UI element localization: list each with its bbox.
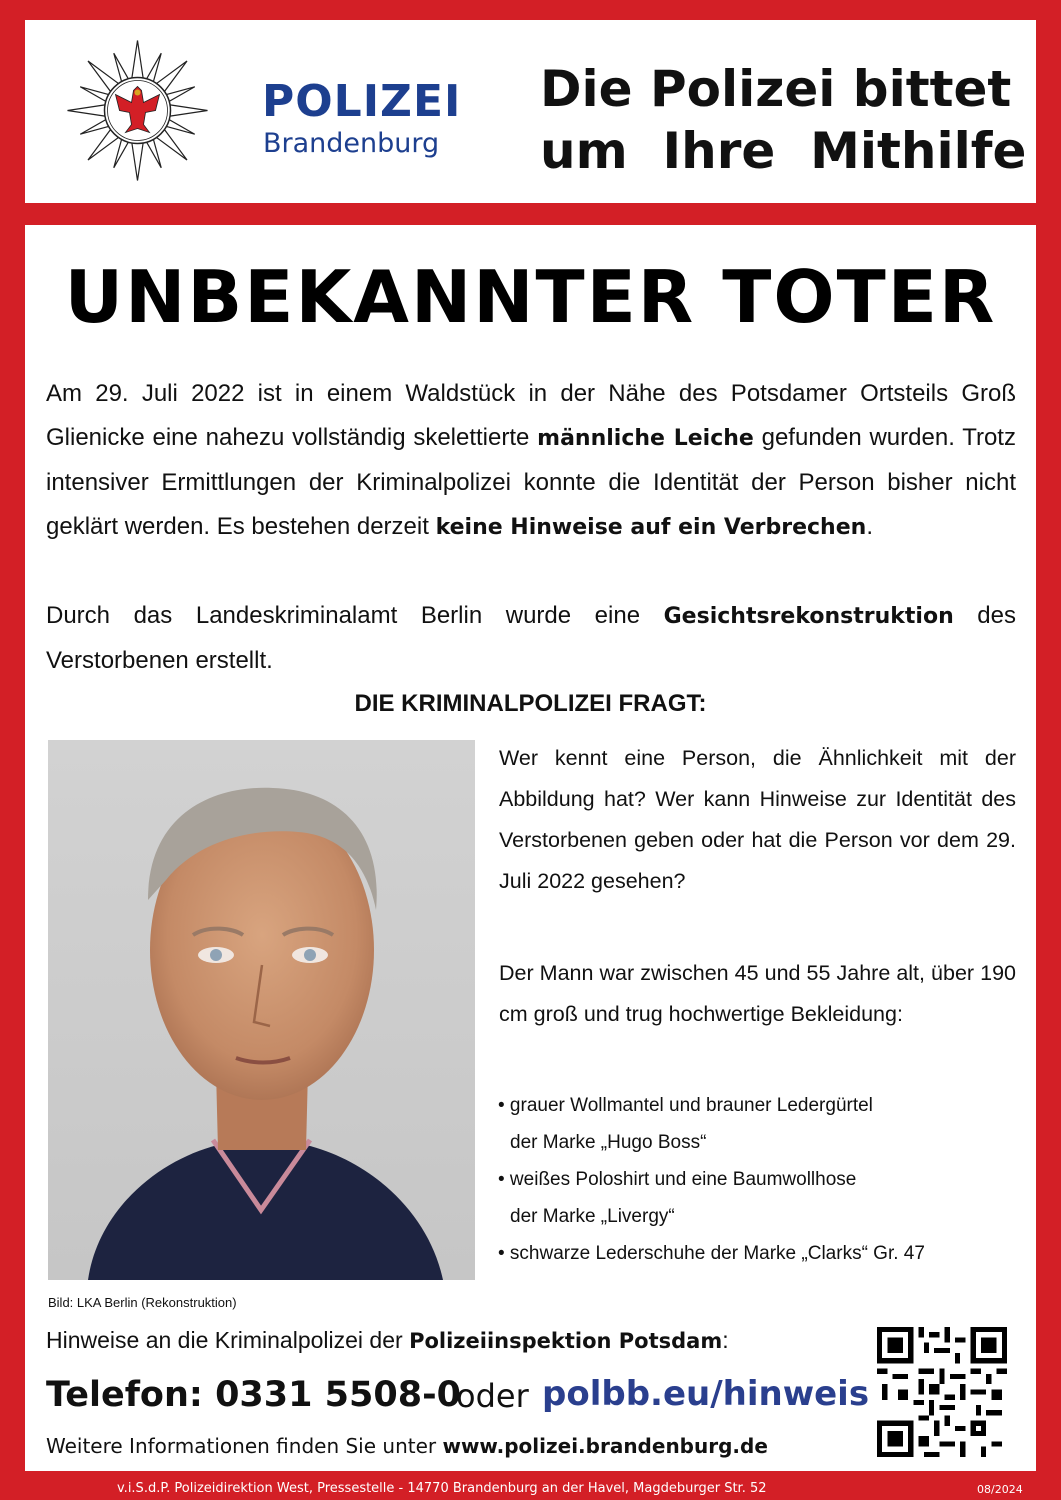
- appeal-line-1: Die Polizei bittet: [540, 60, 1012, 118]
- police-star-eagle-icon: [65, 38, 210, 183]
- reconstruction-text: des Verstorbenen erstellt.: [46, 602, 1016, 674]
- tip-link[interactable]: polbb.eu/hinweis: [542, 1374, 870, 1414]
- org-name: POLIZEI: [262, 76, 462, 127]
- website-link[interactable]: www.polizei.brandenburg.de: [442, 1434, 768, 1458]
- footer-date: 08/2024: [977, 1483, 1023, 1496]
- qr-code-icon[interactable]: [877, 1327, 1007, 1457]
- reconstruction-text: Durch das Landeskriminalamt Berlin wurde eine: [46, 602, 664, 629]
- more-info-line: [46, 1434, 768, 1458]
- main-panel: [25, 225, 1036, 1471]
- intro-text: .: [866, 513, 873, 540]
- list-item: • weißes Poloshirt und eine Baumwollhose: [498, 1169, 857, 1190]
- list-item: • schwarze Lederschuhe der Marke „Clarks“ Gr. 47: [498, 1243, 925, 1264]
- reconstruction-paragraph: [46, 594, 1016, 683]
- list-item: der Marke „Hugo Boss“: [510, 1132, 707, 1153]
- face-reconstruction-image: [48, 740, 475, 1280]
- person-description: Der Mann war zwischen 45 und 55 Jahre alt, über 190 cm groß und trug hochwertige Bekleidung:: [499, 961, 1016, 1026]
- reconstruction-emphasis: Gesichtsrekonstruktion: [663, 604, 954, 629]
- phone-number[interactable]: Telefon: 0331 5508-0: [46, 1375, 461, 1415]
- question-title: DIE KRIMINALPOLIZEI FRAGT:: [354, 690, 707, 717]
- header-panel: [25, 20, 1036, 203]
- list-item: der Marke „Livergy“: [510, 1206, 675, 1227]
- headline: UNBEKANNTER TOTER: [64, 255, 997, 339]
- more-info-text: Weitere Informationen finden Sie unter: [46, 1434, 443, 1458]
- photo-caption: Bild: LKA Berlin (Rekonstruktion): [48, 1295, 237, 1310]
- clothing-list: [498, 1087, 1018, 1272]
- imprint-footer: v.i.S.d.P. Polizeidirektion West, Pressestelle - 14770 Brandenburg an der Havel, Magdeburger Str. 52: [117, 1481, 767, 1496]
- intro-text: Am 29. Juli 2022 ist in einem Waldstück in der Nähe des Potsdamer Ortsteils Groß Glienicke eine nahezu vollständig skelettierte: [46, 380, 1016, 451]
- intro-emphasis-no-crime: keine Hinweise auf ein Verbrechen: [435, 515, 867, 540]
- or-text: oder: [456, 1377, 529, 1415]
- contact-unit: Polizeiinspektion Potsdam: [409, 1329, 723, 1353]
- list-item: • grauer Wollmantel und brauner Ledergürtel: [498, 1095, 873, 1116]
- org-region: Brandenburg: [263, 128, 440, 159]
- contact-intro: Hinweise an die Kriminalpolizei der: [46, 1327, 410, 1353]
- appeal-title: [540, 58, 1026, 182]
- appeal-line-2: um Ihre Mithilfe: [540, 122, 1027, 180]
- contact-colon: :: [722, 1327, 729, 1353]
- intro-text: gefunden wurden. Trotz intensiver Ermittlungen der Kriminalpolizei konnte die Identität der Person bisher nicht geklärt werden. Es bestehen derzeit: [46, 424, 1016, 540]
- intro-paragraph: [46, 372, 1016, 550]
- question-text: Wer kennt eine Person, die Ähnlichkeit mit der Abbildung hat? Wer kann Hinweise zur Identität des Verstorbenen geben oder hat die Person vor dem 29. Juli 2022 gesehen?: [499, 746, 1016, 893]
- intro-emphasis-body: männliche Leiche: [537, 426, 754, 451]
- contact-line: [46, 1327, 729, 1354]
